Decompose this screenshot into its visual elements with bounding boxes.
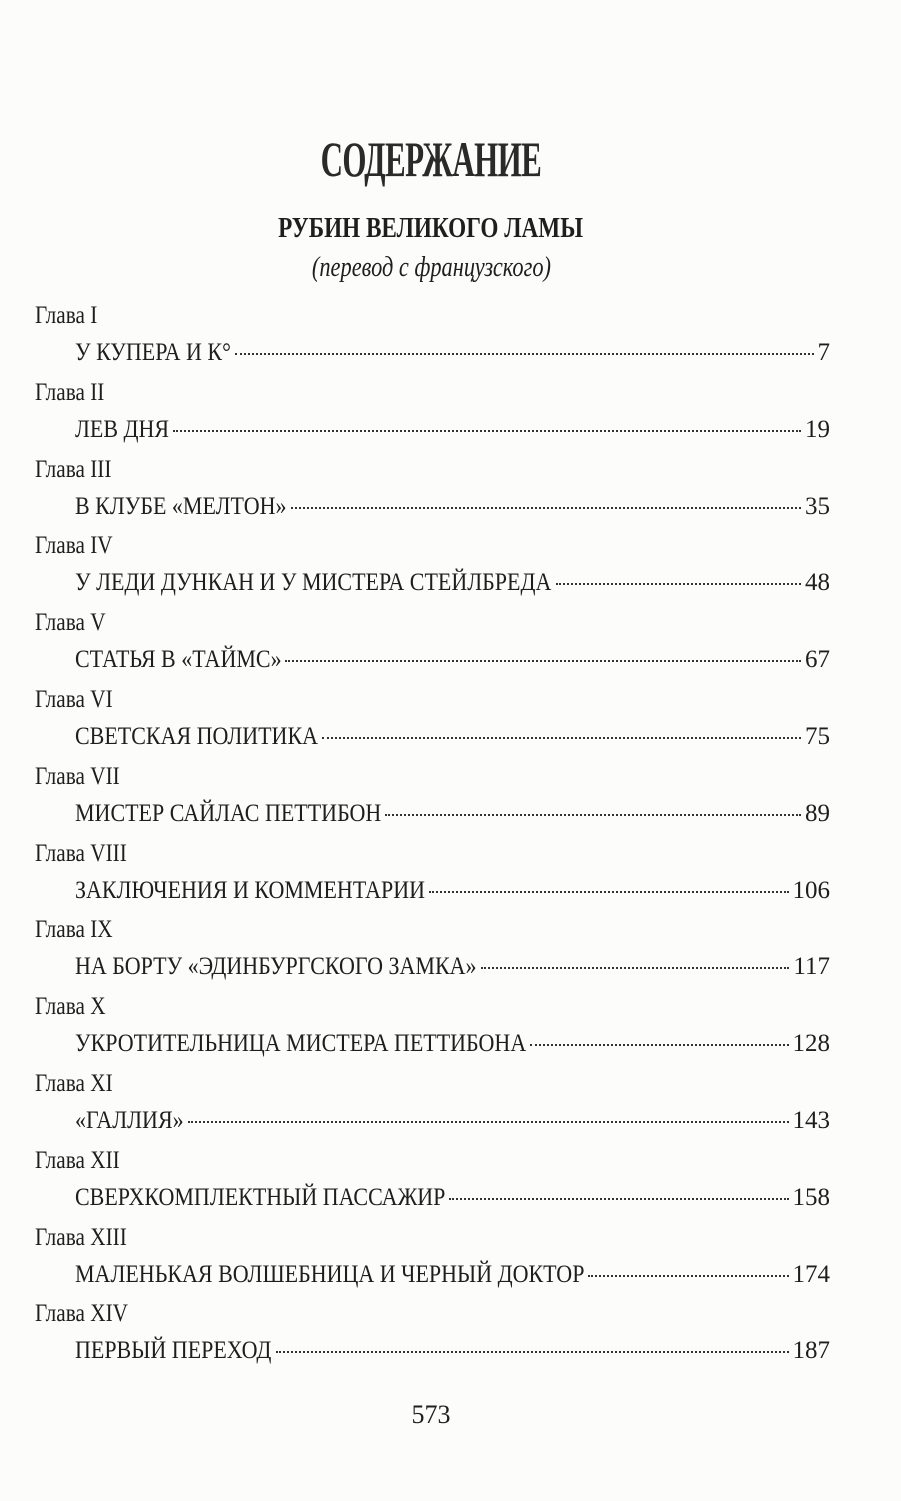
section-title [0,212,862,245]
toc-chapter [35,609,830,686]
chapter-page: 143 [792,1106,830,1134]
chapter-label: Глава VIII [35,839,127,867]
chapter-label: Глава XI [35,1069,113,1097]
chapter-page: 89 [805,799,830,827]
chapter-page: 117 [793,953,830,981]
toc-chapter [35,1147,830,1224]
chapter-label: Глава V [35,609,106,637]
toc-chapter [35,456,830,533]
dot-leader [556,583,801,585]
toc-entry[interactable] [75,1030,830,1058]
dot-leader [322,737,801,739]
dot-leader [188,1121,788,1123]
toc-chapter [35,379,830,456]
dot-leader [449,1198,788,1200]
chapter-title: УКРОТИТЕЛЬНИЦА МИСТЕРА ПЕТТИБОНА [75,1030,527,1058]
heading-text: СОДЕРЖАНИЕ [320,131,542,187]
toc-entry[interactable] [75,1184,830,1212]
chapter-title: МИСТЕР САЙЛАС ПЕТТИБОН [75,799,382,827]
chapter-title: НА БОРТУ «ЭДИНБУРГСКОГО ЗАМКА» [75,953,477,981]
toc-chapter [35,1070,830,1147]
chapter-label: Глава III [35,455,112,483]
dot-leader [429,891,789,893]
chapter-page: 19 [805,415,830,443]
chapter-title: ПЕРВЫЙ ПЕРЕХОД [75,1337,272,1365]
chapter-title: СВЕТСКАЯ ПОЛИТИКА [75,722,319,750]
toc-chapter [35,302,830,379]
chapter-title: ЗАКЛЮЧЕНИЯ И КОММЕНТАРИИ [75,876,426,904]
dot-leader [530,1044,789,1046]
toc-entry[interactable] [75,646,830,674]
page-number: 573 [411,1400,451,1429]
toc-entry[interactable] [75,493,830,521]
toc-entry[interactable] [75,723,830,751]
toc-chapter [35,840,830,917]
toc-entry[interactable] [75,1261,830,1289]
chapter-title: СТАТЬЯ В «ТАЙМС» [75,646,282,674]
chapter-label: Глава IX [35,916,113,944]
chapter-label: Глава XII [35,1146,120,1174]
chapter-page: 35 [805,492,830,520]
toc-chapter [35,1300,830,1377]
chapter-label: Глава X [35,993,106,1021]
toc-entry[interactable] [75,800,830,828]
dot-leader [276,1351,789,1353]
table-of-contents [35,302,830,1377]
dot-leader [285,660,801,662]
toc-entry[interactable] [75,416,830,444]
dot-leader [291,507,801,509]
dot-leader [385,814,801,816]
toc-entry[interactable] [75,877,830,905]
chapter-page: 174 [792,1260,830,1288]
chapter-label: Глава VII [35,762,120,790]
chapter-title: СВЕРХКОМПЛЕКТНЫЙ ПАССАЖИР [75,1183,446,1211]
dot-leader [481,967,790,969]
dot-leader [588,1275,788,1277]
toc-entry[interactable] [75,339,830,367]
section-title-text: РУБИН ВЕЛИКОГО ЛАМЫ [278,212,584,244]
chapter-title: МАЛЕНЬКАЯ ВОЛШЕБНИЦА И ЧЕРНЫЙ ДОКТОР [75,1260,585,1288]
translation-note-text: (перевод с французского) [311,252,551,283]
chapter-page: 67 [805,646,830,674]
toc-entry[interactable] [75,1337,830,1365]
toc-entry[interactable] [75,1107,830,1135]
chapter-page: 75 [805,722,830,750]
toc-chapter [35,1224,830,1301]
chapter-label: Глава II [35,378,105,406]
chapter-title: У КУПЕРА И К° [75,339,231,366]
chapter-label: Глава I [35,302,98,329]
toc-chapter [35,763,830,840]
chapter-label: Глава XIV [35,1300,128,1328]
dot-leader [173,430,801,432]
translation-note [0,252,862,284]
chapter-title: В КЛУБЕ «МЕЛТОН» [75,492,287,520]
chapter-page: 128 [792,1030,830,1058]
chapter-label: Глава IV [35,532,113,560]
chapter-label: Глава XIII [35,1223,127,1251]
chapter-title: У ЛЕДИ ДУНКАН И У МИСТЕРА СТЕЙЛБРЕДА [75,569,552,597]
toc-chapter [35,993,830,1070]
toc-entry[interactable] [75,569,830,597]
toc-chapter [35,532,830,609]
toc-entry[interactable] [75,953,830,981]
chapter-title: «ГАЛЛИЯ» [75,1106,184,1134]
chapter-label: Глава VI [35,685,113,713]
chapter-page: 187 [792,1337,830,1365]
page-heading [0,130,862,188]
chapter-page: 48 [805,569,830,597]
toc-chapter [35,916,830,993]
chapter-page: 106 [792,876,830,904]
toc-chapter [35,686,830,763]
chapter-page: 7 [817,339,830,366]
dot-leader [235,353,813,355]
chapter-title: ЛЕВ ДНЯ [75,415,170,443]
chapter-page: 158 [792,1183,830,1211]
